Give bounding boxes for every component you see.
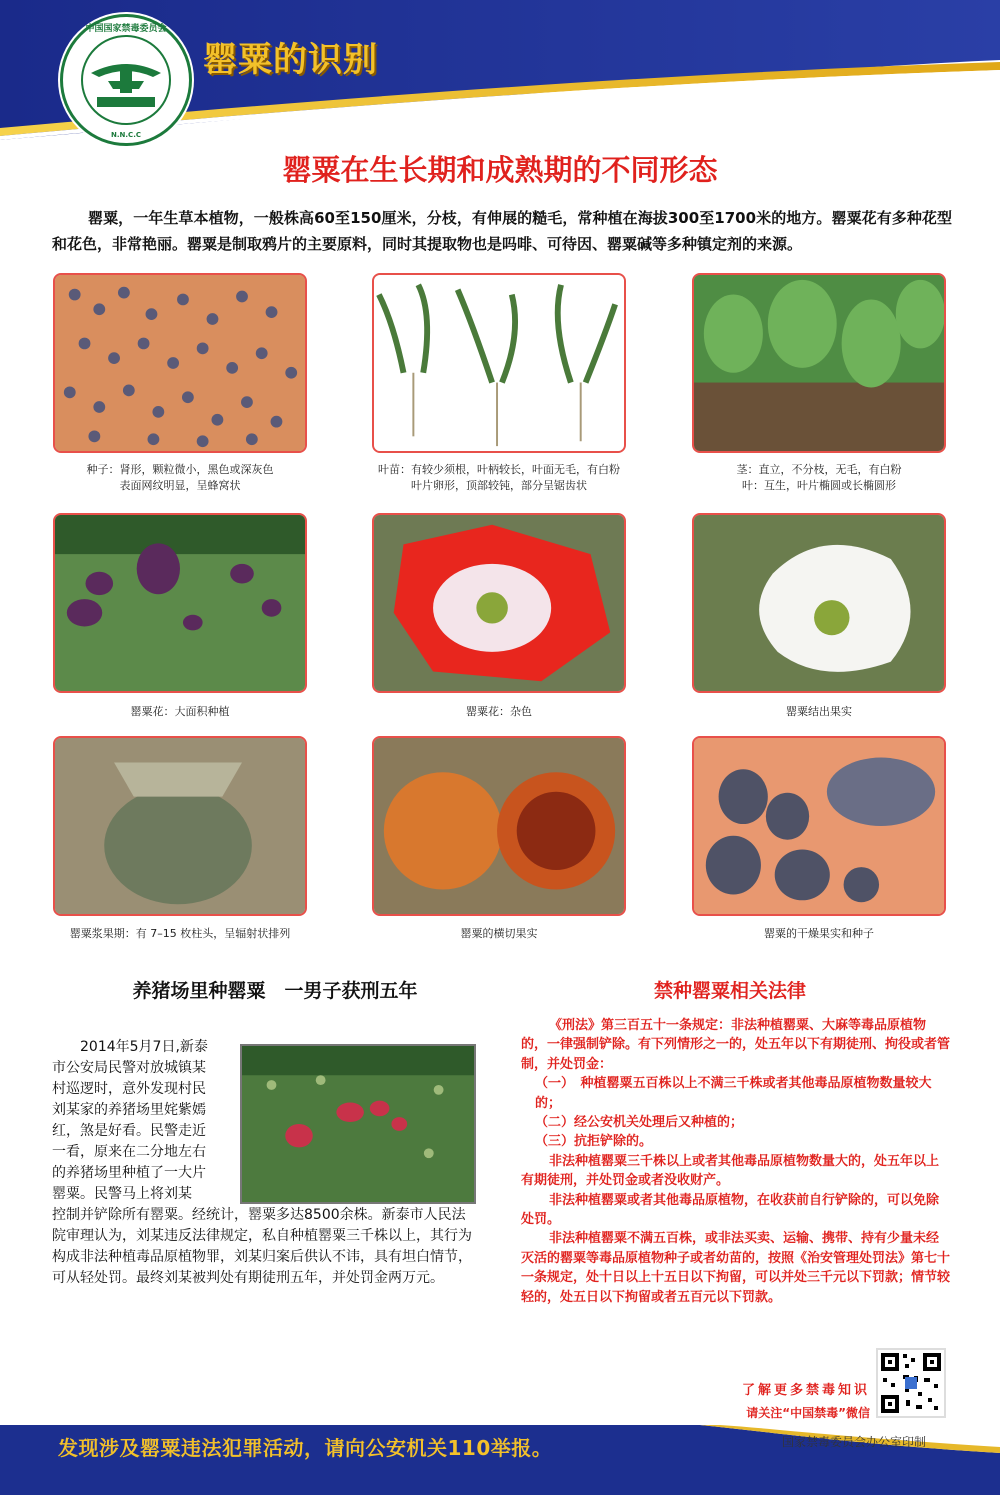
wechat-promo-line1: 了解更多禁毒知识 [741, 1383, 870, 1398]
poppy-field-image [55, 515, 305, 691]
caption-cross-section [372, 926, 626, 942]
photo-field-flowers [53, 513, 307, 693]
photo-stems [692, 273, 946, 453]
law-paragraph: 非法种植罂粟不满五百株，或非法买卖、运输、携带、持有少量未经灭活的罂粟等毒品原植物种子或者幼苗的，按照《治安管理处罚法》第七十一条规定，处十日以上十五日以下拘留，可以并处三千元以下罚款；情节较轻的，处五日以下拘留或者五百元以下罚款。 [521, 1231, 951, 1305]
caption-line: 罂粟花：大面积种植 [130, 705, 230, 718]
qr-code[interactable] [876, 1348, 946, 1418]
wechat-promo-line2: 请关注“中国禁毒”微信 [746, 1406, 870, 1420]
law-paragraph: 非法种植罂粟或者其他毒品原植物，在收获前自行铲除的，可以免除处罚。 [521, 1192, 940, 1228]
photo-seeds [53, 273, 307, 453]
news-photo [240, 1044, 476, 1204]
report-slogan: 发现涉及罂粟违法犯罪活动，请向公安机关110举报。 [58, 1436, 553, 1460]
intro-paragraph: 罂粟，一年生草本植物，一般株高60至150厘米，分枝，有伸展的糙毛，常种植在海拔300至1700米的地方。罂粟花有多种花型和花色，非常艳丽。罂粟是制取鸦片的主要原料，同时其提取物也是吗啡、可待因、罂粟碱等多种镇定剂的来源。 [52, 209, 952, 253]
qr-code-icon [878, 1350, 944, 1416]
news-continuation: 控制并铲除所有罂粟。经统计，罂粟多达8500余株。新泰市人民法院审理认为，刘某违反法律规定，私自种植罂粟三千株以上，其行为构成非法种植毒品原植物罪，刘某归案后供认不讳，具有坦白情节，可从轻处罚。最终刘某被判处有期徒刑五年，并处罚金两万元。 [52, 1207, 472, 1286]
caption-dried [692, 926, 946, 942]
mixed-color-poppy-image [374, 515, 624, 691]
ncc-emblem [60, 14, 192, 146]
caption-line: 罂粟花：杂色 [466, 705, 532, 718]
photo-berry-stage [53, 736, 307, 916]
caption-mixed-flower [372, 704, 626, 720]
photo-seedlings [372, 273, 626, 453]
photo-fruiting [692, 513, 946, 693]
capsule-cross-section-image [374, 738, 624, 914]
caption-line: 叶：互生，叶片椭圆或长椭圆形 [742, 479, 896, 492]
caption-line: 罂粟的横切果实 [460, 927, 538, 940]
caption-field-flowers [53, 704, 307, 720]
poppy-capsule-image [55, 738, 305, 914]
law-item: （一） 种植罂粟五百株以上不满三千株或者其他毒品原植物数量较大的； [535, 1076, 932, 1111]
news-line: 2014年5月7日,新泰 [80, 1039, 208, 1055]
caption-seedlings [372, 462, 626, 494]
white-poppy-image [694, 515, 944, 691]
photo-dried [692, 736, 946, 916]
news-line: 罂粟。民警马上将刘某 [52, 1186, 192, 1202]
poppy-stems-image [694, 275, 944, 451]
law-item: （二）经公安机关处理后又种植的； [535, 1115, 744, 1131]
poppy-seedlings-image [374, 275, 624, 451]
caption-berry-stage [53, 926, 307, 942]
caption-stems [692, 462, 946, 494]
page-header-title: 罂粟的识别 [203, 40, 378, 80]
photo-cross-section [372, 736, 626, 916]
news-line: 红，煞是好看。民警走近 [52, 1123, 206, 1139]
pig-farm-poppy-image [242, 1046, 474, 1202]
news-line: 的养猪场里种植了一大片 [52, 1165, 206, 1181]
caption-fruiting [692, 704, 946, 720]
poppy-seeds-image [55, 275, 305, 451]
caption-line: 罂粟结出果实 [786, 705, 852, 718]
news-line: 村巡逻时，意外发现村民 [52, 1081, 206, 1097]
eagle-shield-icon [83, 37, 169, 123]
photo-mixed-flower [372, 513, 626, 693]
news-line: 市公安局民警对放城镇某 [52, 1060, 206, 1076]
emblem-inner-ring [81, 35, 171, 125]
caption-line: 种子：肾形，颗粒微小，黑色或深灰色 [86, 463, 274, 476]
news-line: 一看，原来在二分地左右 [52, 1144, 206, 1160]
section-title: 罂粟在生长期和成熟期的不同形态 [282, 153, 718, 187]
emblem-top-text: 中国国家禁毒委员会 [85, 24, 167, 34]
law-paragraph: 《刑法》第三百五十一条规定：非法种植罂粟、大麻等毒品原植物的，一律强制铲除。有下列情形之一的，处五年以下有期徒刑、拘役或者管制，并处罚金： [521, 1018, 951, 1072]
news-line: 刘某家的养猪场里姹紫嫣 [52, 1102, 206, 1118]
law-title: 禁种罂粟相关法律 [653, 980, 806, 1002]
caption-line: 表面网纹明显，呈蜂窝状 [119, 479, 241, 492]
caption-line: 罂粟的干燥果实和种子 [764, 927, 874, 940]
law-text [521, 1016, 951, 1307]
caption-seeds [53, 462, 307, 494]
news-title: 养猪场里种罂粟 一男子获刑五年 [132, 980, 418, 1002]
law-item: （三）抗拒铲除的。 [535, 1134, 653, 1150]
emblem-initials: N.N.C.C [111, 131, 141, 139]
printer-credit: 国家禁毒委员会办公室印制 [782, 1435, 927, 1449]
caption-line: 罂粟浆果期：有 7–15 枚柱头，呈辐射状排列 [69, 927, 291, 940]
dried-capsules-and-seeds-image [694, 738, 944, 914]
law-paragraph: 非法种植罂粟三千株以上或者其他毒品原植物数量大的，处五年以上有期徒刑，并处罚金或者没收财产。 [521, 1153, 940, 1189]
caption-line: 叶苗：有较少须根，叶柄较长，叶面无毛，有白粉 [378, 463, 620, 476]
caption-line: 叶片卵形，顶部较钝，部分呈锯齿状 [411, 479, 587, 492]
caption-line: 茎：直立，不分枝，无毛，有白粉 [736, 463, 902, 476]
